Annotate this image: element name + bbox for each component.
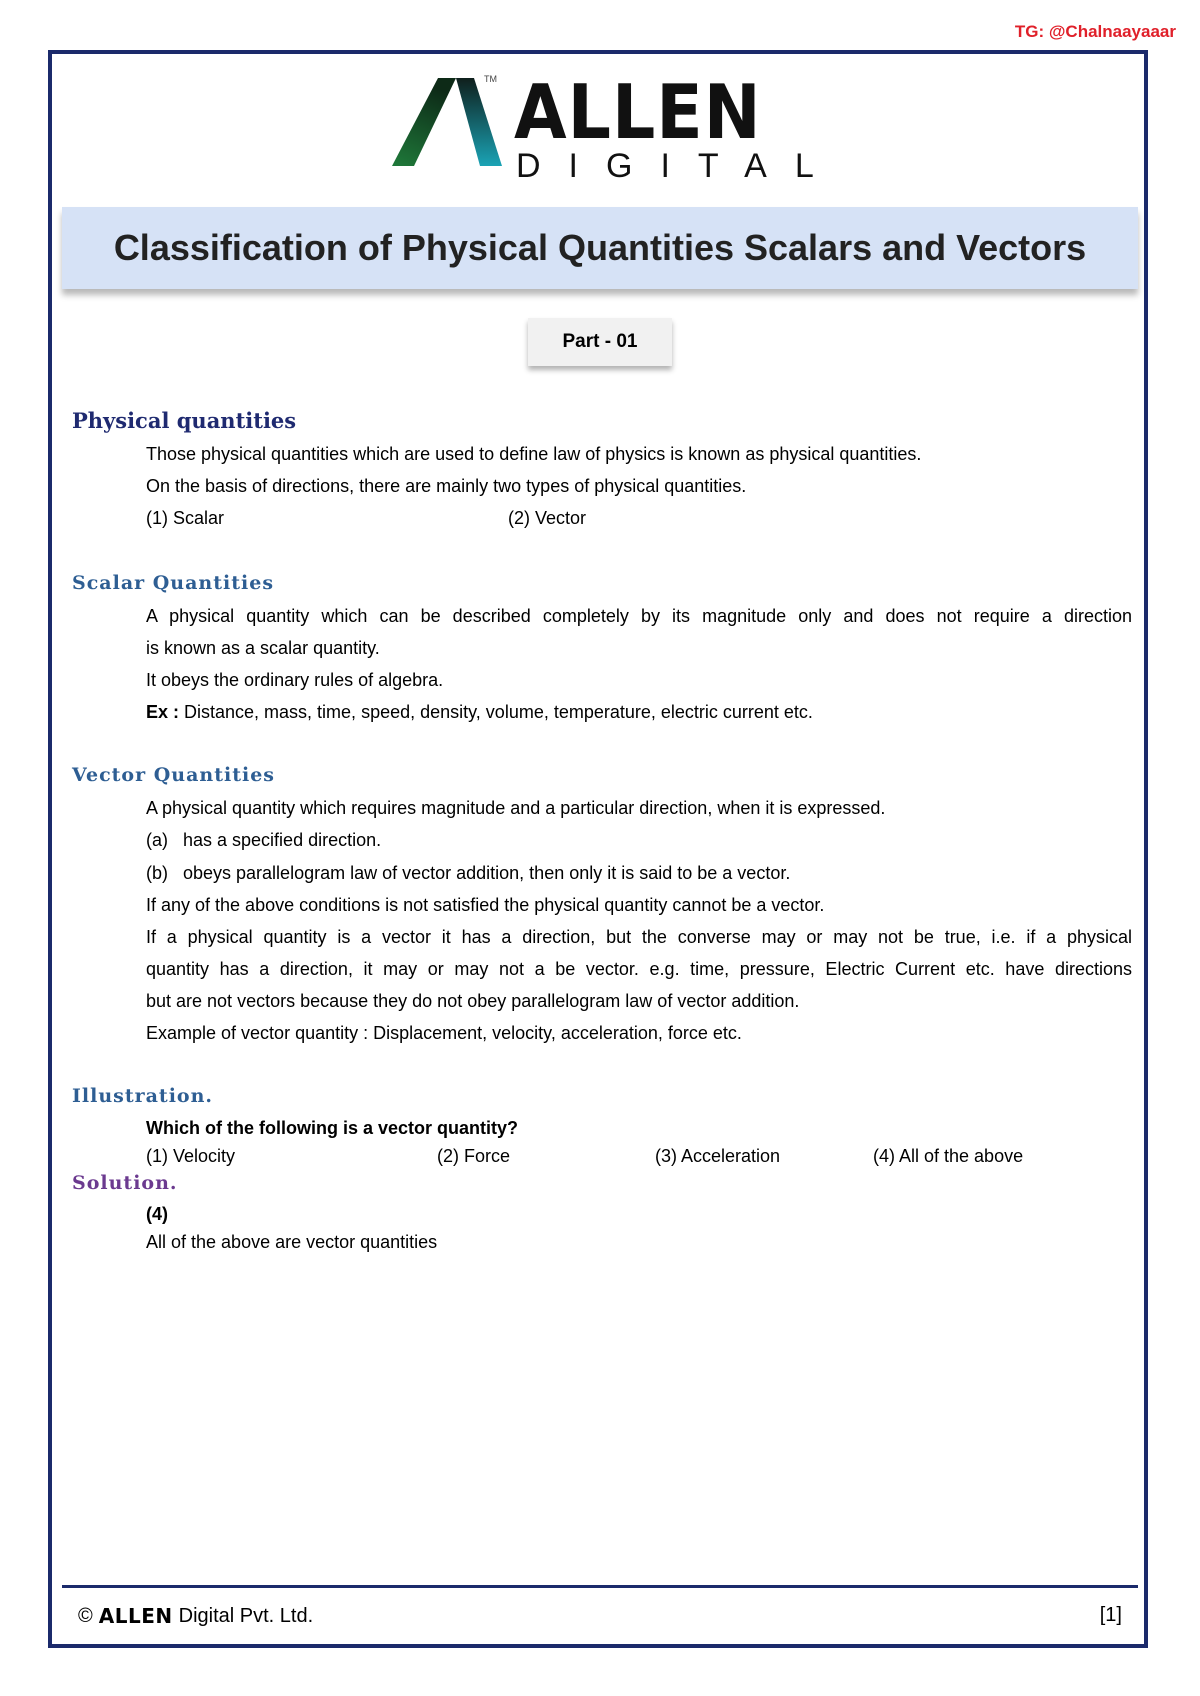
vector-line: Example of vector quantity : Displacement, velocity, acceleration, force etc. bbox=[146, 1023, 742, 1043]
allen-digital-logo bbox=[392, 69, 842, 186]
telegram-watermark: TG: @Chalnaayaaar bbox=[1014, 22, 1176, 41]
example-label: Ex : bbox=[146, 702, 180, 722]
vector-line: If any of the above conditions is not satisfied the physical quantity cannot be a vector. bbox=[146, 895, 825, 915]
footer-divider bbox=[62, 1585, 1138, 1588]
page-title: Classification of Physical Quantities Scalars and Vectors bbox=[113, 227, 1087, 268]
option-4: (4) All of the above bbox=[873, 1146, 1024, 1166]
example-text: Distance, mass, time, speed, density, volume, temperature, electric current etc. bbox=[179, 702, 813, 722]
scalar-line: A physical quantity which can be described completely by its magnitude only and does not require a direction bbox=[146, 606, 1132, 626]
vector-line: (b) obeys parallelogram law of vector addition, then only it is said to be a vector. bbox=[146, 863, 791, 883]
option-2: (2) Force bbox=[437, 1146, 511, 1166]
part-badge: Part - 01 bbox=[528, 318, 672, 366]
illustration-heading: Illustration. bbox=[72, 1085, 214, 1107]
solution-explanation: All of the above are vector quantities bbox=[146, 1232, 438, 1252]
vector-line: A physical quantity which requires magnitude and a particular direction, when it is expressed. bbox=[146, 798, 886, 818]
vector-heading: Vector Quantities bbox=[72, 764, 275, 786]
type-scalar: (1) Scalar bbox=[146, 508, 225, 528]
physical-quantities-heading: Physical quantities bbox=[72, 408, 297, 433]
type-vector: (2) Vector bbox=[508, 508, 587, 528]
trademark-label: TM bbox=[484, 74, 497, 84]
title-banner bbox=[62, 207, 1138, 289]
physical-line: Those physical quantities which are used to define law of physics is known as physical quantities. bbox=[146, 444, 922, 464]
copyright-icon: © bbox=[78, 1604, 93, 1627]
solution-heading: Solution. bbox=[72, 1172, 178, 1194]
logo-subtitle: DIGITAL bbox=[516, 147, 842, 185]
vector-line: If a physical quantity is a vector it has a direction, but the converse may or may not be true, i.e. if a physical bbox=[146, 927, 1132, 947]
vector-line: (a) has a specified direction. bbox=[146, 830, 382, 850]
solution-answer: (4) bbox=[146, 1204, 168, 1224]
page-number: [1] bbox=[1099, 1604, 1122, 1626]
scalar-line: It obeys the ordinary rules of algebra. bbox=[146, 670, 444, 690]
footer-brand: ALLEN bbox=[98, 1604, 173, 1628]
allen-a-mark-icon bbox=[392, 74, 512, 186]
scalar-example bbox=[146, 700, 813, 724]
vector-line: but are not vectors because they do not obey parallelogram law of vector addition. bbox=[146, 991, 800, 1011]
question-text: Which of the following is a vector quantity? bbox=[146, 1118, 519, 1138]
scalar-heading: Scalar Quantities bbox=[72, 572, 275, 594]
scalar-line: is known as a scalar quantity. bbox=[146, 638, 380, 658]
option-3: (3) Acceleration bbox=[655, 1146, 781, 1166]
logo-wordmark: ALLEN bbox=[514, 69, 762, 157]
option-1: (1) Velocity bbox=[146, 1146, 236, 1166]
vector-line: quantity has a direction, it may or may not a be vector. e.g. time, pressure, Electric Current etc. have directions bbox=[146, 959, 1132, 979]
footer-company: Digital Pvt. Ltd. bbox=[178, 1604, 314, 1627]
footer-copyright bbox=[78, 1604, 313, 1628]
physical-line: On the basis of directions, there are mainly two types of physical quantities. bbox=[146, 476, 747, 496]
